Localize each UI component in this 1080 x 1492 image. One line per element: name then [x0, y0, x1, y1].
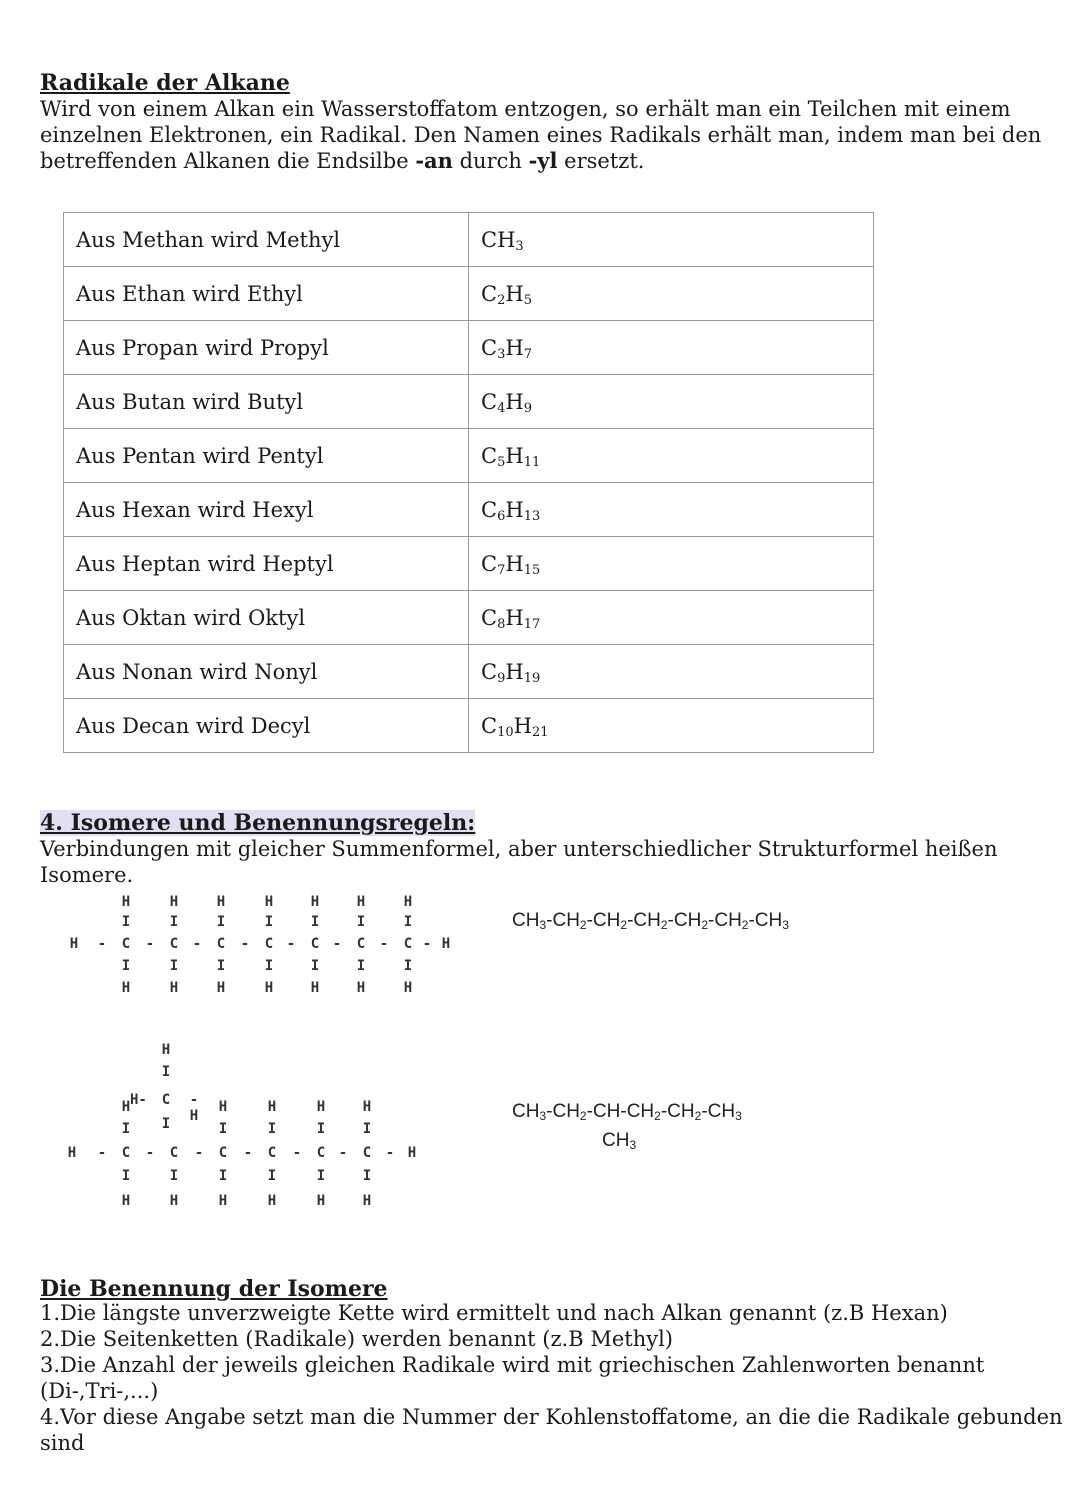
single-bond: I	[161, 1064, 171, 1080]
formula-group: -CH-CH	[586, 1101, 655, 1122]
formula-part-c-sub: 9	[497, 670, 506, 686]
h-atom: H	[362, 1193, 372, 1209]
suffix-yl: -yl	[528, 148, 558, 173]
naming-rule: 1.Die längste unverzweigte Kette wird ermittelt und nach Alkan genannt (z.B Hexan)	[40, 1301, 948, 1325]
single-bond: I	[216, 914, 226, 930]
radical-table	[63, 212, 874, 753]
radical-formula-cell	[469, 645, 874, 699]
radical-formula-cell	[469, 321, 874, 375]
formula-group: -CH	[667, 910, 702, 931]
formula-subscript: 3	[735, 1109, 742, 1123]
formula-subscript: 3	[539, 1109, 547, 1123]
h-atom: H	[121, 894, 131, 910]
h-atom: H	[267, 1099, 277, 1115]
naming-rule: 4.Vor diese Angabe setzt man die Nummer der Kohlenstoffatome, an die die Radikale gebunden sind	[40, 1405, 1063, 1455]
formula-subscript: 2	[620, 918, 628, 932]
condensed-formula-heptane	[512, 910, 789, 932]
formula-group: -CH	[708, 910, 742, 931]
formula-part-h: H	[505, 335, 524, 360]
formula-group: CH	[512, 910, 540, 931]
c-atom: C	[403, 936, 413, 952]
c-atom: C	[121, 1145, 131, 1161]
h-atom: H	[356, 894, 366, 910]
c-atom: C	[121, 936, 131, 952]
formula-subscript: 3	[539, 918, 547, 932]
h-atom: H	[403, 980, 413, 996]
h-atom: -H	[189, 1092, 199, 1124]
single-bond: -	[192, 936, 202, 952]
branch-sub: 3	[629, 1138, 637, 1152]
formula-part-c: C	[481, 443, 498, 468]
single-bond: I	[218, 1168, 228, 1184]
formula-part-c: C	[481, 605, 498, 630]
h-atom: H	[216, 980, 226, 996]
formula-group: CH	[512, 1101, 540, 1122]
single-bond: I	[310, 958, 320, 974]
formula-group: -CH	[701, 1101, 736, 1122]
single-bond: -	[145, 936, 155, 952]
formula-part-h: H	[505, 605, 524, 630]
radical-row	[64, 375, 874, 429]
condensed-formula-methylhexane	[512, 1101, 742, 1123]
radical-name-cell: Aus Butan wird Butyl	[64, 375, 469, 429]
formula-part-c: CH	[481, 227, 516, 252]
formula-part-h-sub: 17	[523, 616, 541, 632]
single-bond: I	[316, 1121, 326, 1137]
single-bond: I	[169, 958, 179, 974]
single-bond: I	[316, 1168, 326, 1184]
single-bond: I	[362, 1121, 372, 1137]
formula-part-h-sub: 3	[515, 238, 524, 254]
single-bond: -	[97, 936, 107, 952]
h-atom: H	[69, 936, 79, 952]
radicals-intro-line2: einzelnen Elektronen, ein Radikal. Den Namen eines Radikals erhält man, indem man bei den	[40, 123, 1042, 147]
radicals-intro-line1: Wird von einem Alkan ein Wasserstoffatom entzogen, so erhält man ein Teilchen mit einem	[40, 97, 1011, 121]
formula-subscript: 2	[579, 1109, 587, 1123]
radical-formula-cell	[469, 213, 874, 267]
naming-rule: 2.Die Seitenketten (Radikale) werden benannt (z.B Methyl)	[40, 1327, 673, 1351]
formula-part-c: C	[481, 713, 498, 738]
single-bond: -	[385, 1145, 395, 1161]
h-atom: H	[356, 980, 366, 996]
naming-rules-list	[40, 1300, 1080, 1456]
h-atom: H	[403, 894, 413, 910]
branch-text: CH	[602, 1130, 630, 1151]
formula-subscript: 2	[701, 918, 709, 932]
formula-part-c-sub: 6	[497, 508, 506, 524]
radical-name-cell: Aus Nonan wird Nonyl	[64, 645, 469, 699]
formula-part-h: H	[505, 551, 524, 576]
naming-rule: 3.Die Anzahl der jeweils gleichen Radikale wird mit griechischen Zahlenworten benannt (Di-,Tri-,...)	[40, 1353, 985, 1403]
formula-part-c-sub: 10	[497, 724, 514, 740]
h-atom: H	[121, 1099, 131, 1115]
h-atom: H	[264, 894, 274, 910]
formula-part-h: H	[513, 713, 532, 738]
isomers-intro: Verbindungen mit gleicher Summenformel, aber unterschiedlicher Strukturformel heißen Isomere.	[40, 837, 998, 887]
intro-text: durch	[452, 149, 529, 173]
c-atom: C	[169, 1145, 179, 1161]
single-bond: -	[422, 936, 432, 952]
single-bond: I	[264, 958, 274, 974]
radical-formula-cell	[469, 591, 874, 645]
h-atom: H-	[130, 1092, 147, 1108]
h-atom: H	[407, 1145, 417, 1161]
suffix-an: -an	[415, 148, 453, 173]
h-atom: H	[218, 1099, 228, 1115]
single-bond: -	[379, 936, 389, 952]
c-atom: C	[218, 1145, 228, 1161]
radical-row	[64, 267, 874, 321]
radical-formula-cell	[469, 375, 874, 429]
formula-part-h-sub: 19	[523, 670, 541, 686]
radical-row	[64, 537, 874, 591]
single-bond: I	[356, 914, 366, 930]
h-atom: H	[216, 894, 226, 910]
c-atom: C	[362, 1145, 372, 1161]
formula-part-c: C	[481, 281, 498, 306]
single-bond: I	[121, 958, 131, 974]
formula-part-h: H	[505, 659, 524, 684]
single-bond: I	[121, 914, 131, 930]
formula-part-h-sub: 7	[523, 346, 532, 362]
formula-part-c: C	[481, 551, 498, 576]
formula-subscript: 2	[579, 918, 587, 932]
h-atom: H	[169, 894, 179, 910]
radical-name-cell: Aus Propan wird Propyl	[64, 321, 469, 375]
formula-part-h: H	[505, 443, 524, 468]
c-atom: C	[310, 936, 320, 952]
formula-subscript: 2	[694, 1109, 702, 1123]
formula-group: -CH	[546, 1101, 580, 1122]
formula-part-h-sub: 9	[523, 400, 532, 416]
single-bond: I	[267, 1121, 277, 1137]
formula-part-c-sub: 2	[497, 292, 506, 308]
formula-part-h-sub: 11	[523, 454, 541, 470]
single-bond: I	[267, 1168, 277, 1184]
condensed-formula-branch	[602, 1130, 636, 1152]
formula-part-h: H	[505, 389, 524, 414]
formula-part-h-sub: 21	[531, 724, 549, 740]
single-bond: -	[240, 936, 250, 952]
single-bond: I	[403, 958, 413, 974]
formula-part-h-sub: 13	[523, 508, 541, 524]
single-bond: I	[121, 1121, 131, 1137]
formula-part-c-sub: 5	[497, 454, 506, 470]
h-atom: H	[267, 1193, 277, 1209]
radicals-intro-line3	[40, 148, 644, 174]
h-atom: H	[121, 980, 131, 996]
single-bond: I	[218, 1121, 228, 1137]
radical-row	[64, 321, 874, 375]
radical-formula-cell	[469, 483, 874, 537]
single-bond: I	[161, 1116, 171, 1132]
radical-formula-cell	[469, 429, 874, 483]
h-atom: H	[362, 1099, 372, 1115]
isomers-heading-text: 4. Isomere und Benennungsregeln:	[40, 810, 476, 836]
radical-formula-cell	[469, 267, 874, 321]
formula-part-c: C	[481, 335, 498, 360]
radical-row	[64, 591, 874, 645]
single-bond: -	[286, 936, 296, 952]
c-atom: C	[267, 1145, 277, 1161]
c-atom: C	[169, 936, 179, 952]
radical-name-cell: Aus Ethan wird Ethyl	[64, 267, 469, 321]
formula-part-h-sub: 5	[523, 292, 532, 308]
formula-part-h: H	[505, 281, 524, 306]
single-bond: I	[169, 1168, 179, 1184]
h-atom: H	[169, 980, 179, 996]
c-atom: C	[161, 1092, 171, 1108]
formula-part-c-sub: 8	[497, 616, 506, 632]
formula-part-c-sub: 3	[497, 346, 506, 362]
single-bond: -	[145, 1145, 155, 1161]
h-atom: H	[169, 1193, 179, 1209]
single-bond: I	[169, 914, 179, 930]
intro-text: ersetzt.	[557, 149, 645, 173]
formula-group: -CH	[660, 1101, 695, 1122]
formula-part-h: H	[505, 497, 524, 522]
radical-name-cell: Aus Pentan wird Pentyl	[64, 429, 469, 483]
single-bond: -	[97, 1145, 107, 1161]
radical-row	[64, 213, 874, 267]
h-atom: H	[316, 1193, 326, 1209]
intro-text: betreffenden Alkanen die Endsilbe	[40, 149, 416, 173]
radical-row	[64, 429, 874, 483]
formula-group: -CH	[748, 910, 783, 931]
h-atom: H	[316, 1099, 326, 1115]
single-bond: I	[216, 958, 226, 974]
single-bond: -	[243, 1145, 253, 1161]
formula-group: -CH	[546, 910, 580, 931]
radical-row	[64, 645, 874, 699]
h-atom: H	[121, 1193, 131, 1209]
c-atom: C	[356, 936, 366, 952]
radical-name-cell: Aus Hexan wird Hexyl	[64, 483, 469, 537]
formula-part-c: C	[481, 389, 498, 414]
formula-part-c: C	[481, 497, 498, 522]
single-bond: I	[121, 1168, 131, 1184]
single-bond: -	[292, 1145, 302, 1161]
c-atom: C	[264, 936, 274, 952]
radical-name-cell: Aus Heptan wird Heptyl	[64, 537, 469, 591]
h-atom: H	[310, 894, 320, 910]
single-bond: -	[332, 936, 342, 952]
formula-subscript: 2	[660, 918, 668, 932]
single-bond: I	[356, 958, 366, 974]
single-bond: I	[403, 914, 413, 930]
radical-name-cell: Aus Decan wird Decyl	[64, 699, 469, 753]
radical-formula-cell	[469, 537, 874, 591]
naming-heading: Die Benennung der Isomere	[40, 1276, 388, 1302]
radicals-heading: Radikale der Alkane	[40, 70, 290, 96]
single-bond: I	[264, 914, 274, 930]
formula-part-c-sub: 7	[497, 562, 506, 578]
formula-part-c-sub: 4	[497, 400, 506, 416]
h-atom: H	[264, 980, 274, 996]
radical-row	[64, 483, 874, 537]
radical-name-cell: Aus Oktan wird Oktyl	[64, 591, 469, 645]
formula-group: -CH	[586, 910, 621, 931]
c-atom: C	[316, 1145, 326, 1161]
single-bond: -	[194, 1145, 204, 1161]
radical-row	[64, 699, 874, 753]
h-atom: H	[161, 1042, 171, 1058]
h-atom: H	[218, 1193, 228, 1209]
formula-subscript: 2	[741, 918, 749, 932]
formula-subscript: 3	[782, 918, 789, 932]
h-atom: H	[441, 936, 451, 952]
formula-part-h-sub: 15	[523, 562, 541, 578]
single-bond: -	[338, 1145, 348, 1161]
single-bond: I	[310, 914, 320, 930]
h-atom: H	[67, 1145, 77, 1161]
formula-group: -CH	[627, 910, 661, 931]
radical-formula-cell	[469, 699, 874, 753]
c-atom: C	[216, 936, 226, 952]
formula-subscript: 2	[654, 1109, 661, 1123]
radical-name-cell: Aus Methan wird Methyl	[64, 213, 469, 267]
formula-part-c: C	[481, 659, 498, 684]
isomers-heading	[40, 810, 475, 836]
h-atom: H	[310, 980, 320, 996]
single-bond: I	[362, 1168, 372, 1184]
